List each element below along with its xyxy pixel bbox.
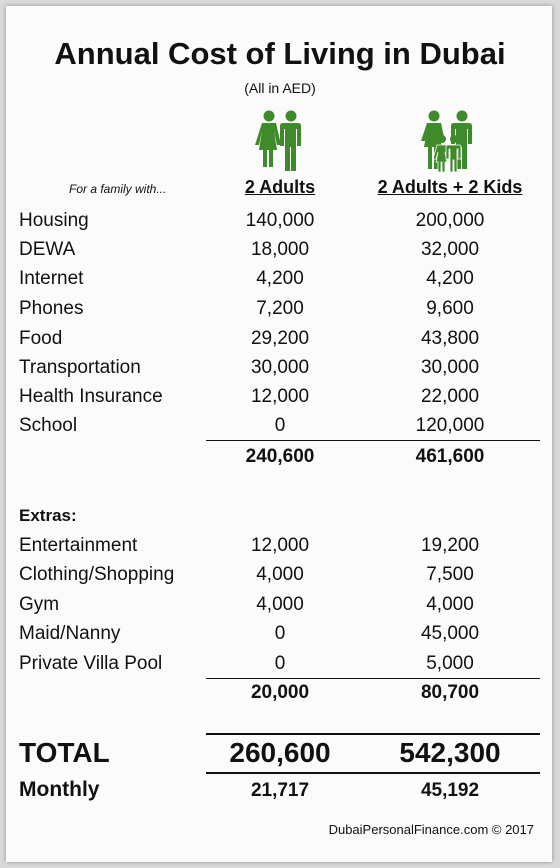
column-header-2-adults: 2 Adults (244, 177, 316, 197)
row-value-2-adults: 4,000 (256, 564, 304, 585)
row-value-2-adults-2-kids: 5,000 (426, 653, 474, 674)
column-header-2-adults-2-kids: 2 Adults + 2 Kids (377, 177, 523, 197)
extras-total-2-adults: 20,000 (250, 682, 310, 703)
row-value-2-adults: 18,000 (250, 239, 310, 260)
row-value-2-adults-2-kids: 30,000 (420, 357, 480, 378)
monthly-2-adults: 21,717 (250, 780, 310, 801)
row-value-2-adults-2-kids: 45,000 (420, 623, 480, 644)
row-label: Health Insurance (19, 386, 163, 407)
family-icon (420, 110, 476, 172)
row-label: Gym (19, 594, 60, 615)
row-label: Housing (19, 210, 89, 231)
page-title: Annual Cost of Living in Dubai (54, 36, 506, 71)
row-value-2-adults-2-kids: 19,200 (420, 535, 480, 556)
monthly-2-adults-2-kids: 45,192 (420, 780, 480, 801)
family-label: For a family with... (69, 182, 167, 196)
subtotal-2-adults: 240,600 (245, 446, 315, 467)
extras-total-2-adults-2-kids: 80,700 (420, 682, 480, 703)
row-label: Entertainment (19, 535, 138, 556)
row-value-2-adults: 0 (274, 653, 286, 674)
extras-total-divider (206, 678, 540, 679)
row-value-2-adults-2-kids: 32,000 (420, 239, 480, 260)
row-value-2-adults-2-kids: 4,200 (426, 268, 474, 289)
subtotal-divider (206, 440, 540, 441)
row-label: Transportation (19, 357, 141, 378)
row-label: Internet (19, 268, 84, 289)
row-value-2-adults-2-kids: 9,600 (426, 298, 474, 319)
row-label: Phones (19, 298, 84, 319)
total-2-adults: 260,600 (229, 737, 331, 768)
row-value-2-adults: 140,000 (245, 210, 315, 231)
row-label: School (19, 415, 78, 436)
row-value-2-adults-2-kids: 200,000 (415, 210, 485, 231)
row-value-2-adults: 12,000 (250, 535, 310, 556)
extras-heading: Extras: (19, 506, 77, 525)
row-value-2-adults: 0 (274, 623, 286, 644)
row-value-2-adults-2-kids: 120,000 (415, 415, 485, 436)
row-value-2-adults-2-kids: 4,000 (426, 594, 474, 615)
total-label: TOTAL (19, 737, 110, 768)
subtotal-2-adults-2-kids: 461,600 (415, 446, 485, 467)
total-2-adults-2-kids: 542,300 (399, 737, 501, 768)
monthly-label: Monthly (19, 778, 100, 801)
row-label: DEWA (19, 239, 76, 260)
row-label: Clothing/Shopping (19, 564, 175, 585)
row-label: Food (19, 328, 63, 349)
row-value-2-adults: 4,200 (256, 268, 304, 289)
footer-credit: DubaiPersonalFinance.com © 2017 (328, 822, 534, 837)
couple-icon (254, 110, 306, 172)
row-value-2-adults-2-kids: 43,800 (420, 328, 480, 349)
row-value-2-adults: 4,000 (256, 594, 304, 615)
total-top-divider (206, 733, 540, 735)
row-label: Private Villa Pool (19, 653, 163, 674)
row-value-2-adults-2-kids: 22,000 (420, 386, 480, 407)
row-value-2-adults: 7,200 (256, 298, 304, 319)
row-value-2-adults: 12,000 (250, 386, 310, 407)
row-value-2-adults: 30,000 (250, 357, 310, 378)
row-value-2-adults-2-kids: 7,500 (426, 564, 474, 585)
row-value-2-adults: 0 (274, 415, 286, 436)
row-value-2-adults: 29,200 (250, 328, 310, 349)
row-label: Maid/Nanny (19, 623, 121, 644)
page-subtitle: (All in AED) (244, 80, 316, 96)
total-bottom-divider (206, 772, 540, 774)
